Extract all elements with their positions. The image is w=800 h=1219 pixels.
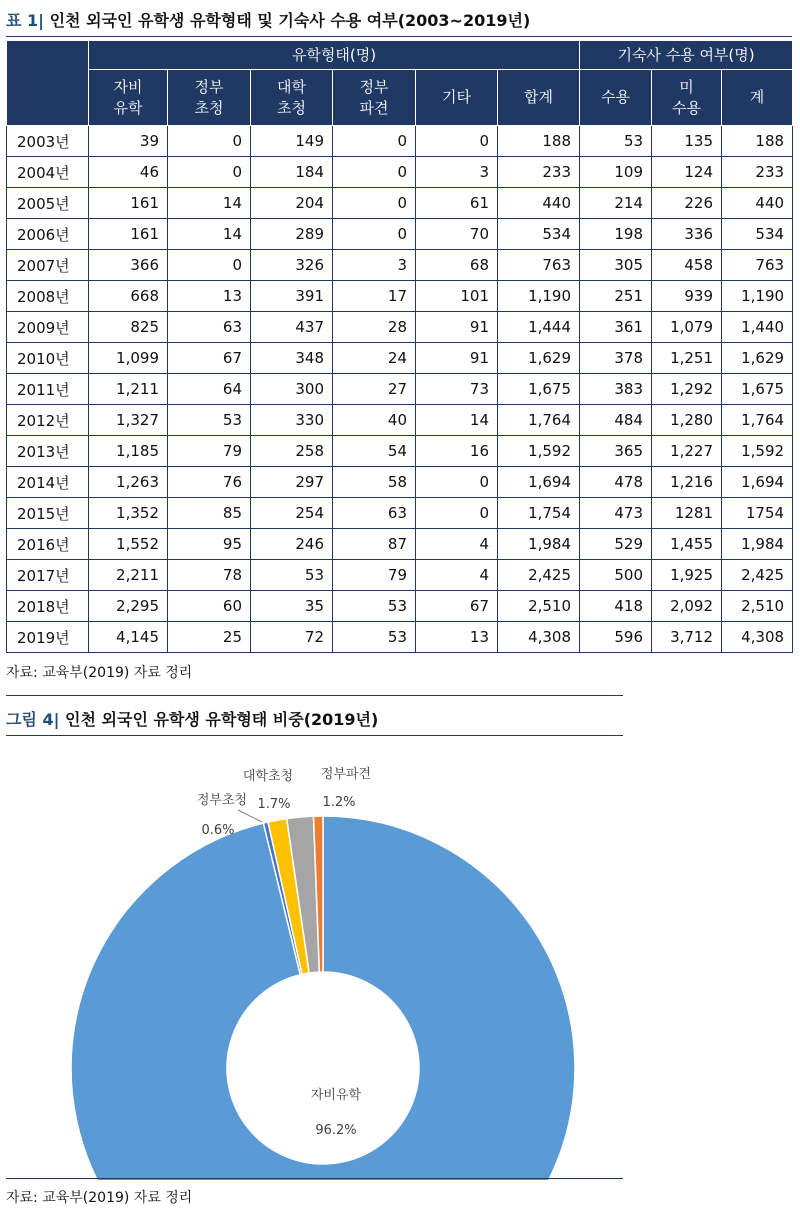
value-cell: 0 (416, 498, 498, 529)
value-cell: 763 (498, 250, 580, 281)
value-cell: 0 (333, 126, 416, 157)
column-header-cell: 기타 (416, 70, 498, 126)
value-cell: 53 (580, 126, 652, 157)
value-cell: 91 (416, 312, 498, 343)
column-header-cell: 자비 유학 (89, 70, 168, 126)
value-cell: 0 (333, 188, 416, 219)
column-header-cell: 합계 (498, 70, 580, 126)
value-cell: 64 (168, 374, 251, 405)
value-cell: 254 (251, 498, 333, 529)
value-cell: 188 (722, 126, 793, 157)
value-cell: 1,327 (89, 405, 168, 436)
value-cell: 2,510 (498, 591, 580, 622)
table-body (7, 126, 793, 653)
value-cell: 1,280 (652, 405, 722, 436)
figure-bottom-rule (6, 1178, 623, 1179)
year-cell: 2005년 (7, 188, 89, 219)
value-cell: 72 (251, 622, 333, 653)
slice-label-value: 96.2% (315, 1123, 357, 1138)
value-cell: 289 (251, 219, 333, 250)
value-cell: 14 (168, 188, 251, 219)
value-cell: 4 (416, 560, 498, 591)
value-cell: 135 (652, 126, 722, 157)
slice-label-value: 1.2% (322, 795, 356, 810)
value-cell: 24 (333, 343, 416, 374)
figure-caption (6, 707, 378, 730)
value-cell: 1,227 (652, 436, 722, 467)
year-cell: 2009년 (7, 312, 89, 343)
value-cell: 348 (251, 343, 333, 374)
value-cell: 391 (251, 281, 333, 312)
value-cell: 825 (89, 312, 168, 343)
value-cell: 188 (498, 126, 580, 157)
value-cell: 25 (168, 622, 251, 653)
value-cell: 1,455 (652, 529, 722, 560)
group-header-dormitory: 기숙사 수용 여부(명) (580, 41, 793, 70)
value-cell: 596 (580, 622, 652, 653)
table-row (7, 312, 793, 343)
value-cell: 161 (89, 188, 168, 219)
year-cell: 2015년 (7, 498, 89, 529)
figure-caption-rule (6, 735, 623, 736)
value-cell: 383 (580, 374, 652, 405)
value-cell: 326 (251, 250, 333, 281)
table-row (7, 157, 793, 188)
value-cell: 124 (652, 157, 722, 188)
value-cell: 1,754 (498, 498, 580, 529)
value-cell: 1,552 (89, 529, 168, 560)
value-cell: 2,510 (722, 591, 793, 622)
value-cell: 300 (251, 374, 333, 405)
value-cell: 1,079 (652, 312, 722, 343)
value-cell: 1,764 (498, 405, 580, 436)
value-cell: 2,211 (89, 560, 168, 591)
value-cell: 233 (498, 157, 580, 188)
value-cell: 1,675 (498, 374, 580, 405)
value-cell: 1,629 (498, 343, 580, 374)
column-header-cell: 대학 초청 (251, 70, 333, 126)
year-cell: 2018년 (7, 591, 89, 622)
table-row (7, 622, 793, 653)
table-source: 자료: 교육부(2019) 자료 정리 (6, 665, 193, 681)
value-cell: 1,984 (498, 529, 580, 560)
value-cell: 53 (333, 622, 416, 653)
value-cell: 418 (580, 591, 652, 622)
table-row (7, 126, 793, 157)
value-cell: 0 (416, 467, 498, 498)
value-cell: 1,263 (89, 467, 168, 498)
value-cell: 1,190 (498, 281, 580, 312)
value-cell: 70 (416, 219, 498, 250)
value-cell: 226 (652, 188, 722, 219)
value-cell: 67 (168, 343, 251, 374)
year-cell: 2019년 (7, 622, 89, 653)
value-cell: 198 (580, 219, 652, 250)
value-cell: 4,308 (722, 622, 793, 653)
figure-caption-number: 그림 4| (6, 710, 60, 729)
value-cell: 14 (416, 405, 498, 436)
value-cell: 91 (416, 343, 498, 374)
year-cell: 2004년 (7, 157, 89, 188)
value-cell: 95 (168, 529, 251, 560)
value-cell: 1,764 (722, 405, 793, 436)
table-row (7, 436, 793, 467)
value-cell: 500 (580, 560, 652, 591)
year-cell: 2013년 (7, 436, 89, 467)
value-cell: 1,675 (722, 374, 793, 405)
value-cell: 13 (416, 622, 498, 653)
table-row (7, 281, 793, 312)
value-cell: 378 (580, 343, 652, 374)
figure-source: 자료: 교육부(2019) 자료 정리 (6, 1190, 193, 1206)
value-cell: 1,629 (722, 343, 793, 374)
value-cell: 35 (251, 591, 333, 622)
value-cell: 63 (333, 498, 416, 529)
value-cell: 668 (89, 281, 168, 312)
slice-label-category: 정부초청 (196, 793, 248, 808)
value-cell: 1,984 (722, 529, 793, 560)
value-cell: 161 (89, 219, 168, 250)
value-cell: 361 (580, 312, 652, 343)
value-cell: 336 (652, 219, 722, 250)
table-row (7, 343, 793, 374)
value-cell: 365 (580, 436, 652, 467)
value-cell: 529 (580, 529, 652, 560)
value-cell: 78 (168, 560, 251, 591)
table-row (7, 405, 793, 436)
table-row (7, 591, 793, 622)
value-cell: 149 (251, 126, 333, 157)
value-cell: 0 (168, 250, 251, 281)
value-cell: 1,251 (652, 343, 722, 374)
value-cell: 204 (251, 188, 333, 219)
value-cell: 61 (416, 188, 498, 219)
column-header-cell: 정부 초청 (168, 70, 251, 126)
figure-top-rule (6, 695, 623, 696)
value-cell: 1,211 (89, 374, 168, 405)
value-cell: 297 (251, 467, 333, 498)
value-cell: 4,308 (498, 622, 580, 653)
year-cell: 2003년 (7, 126, 89, 157)
value-cell: 27 (333, 374, 416, 405)
value-cell: 2,425 (722, 560, 793, 591)
figure-caption-text: 인천 외국인 유학생 유학형태 비중(2019년) (65, 710, 379, 729)
value-cell: 1,292 (652, 374, 722, 405)
value-cell: 53 (333, 591, 416, 622)
column-header-cell: 수용 (580, 70, 652, 126)
value-cell: 1,190 (722, 281, 793, 312)
value-cell: 4,145 (89, 622, 168, 653)
year-cell: 2012년 (7, 405, 89, 436)
value-cell: 28 (333, 312, 416, 343)
slice-label-category: 정부파견 (320, 767, 372, 782)
value-cell: 1754 (722, 498, 793, 529)
table-row (7, 560, 793, 591)
year-cell: 2016년 (7, 529, 89, 560)
value-cell: 39 (89, 126, 168, 157)
value-cell: 366 (89, 250, 168, 281)
value-cell: 939 (652, 281, 722, 312)
table-row (7, 374, 793, 405)
value-cell: 68 (416, 250, 498, 281)
value-cell: 79 (168, 436, 251, 467)
year-header-cell (7, 41, 89, 126)
value-cell: 437 (251, 312, 333, 343)
value-cell: 58 (333, 467, 416, 498)
value-cell: 60 (168, 591, 251, 622)
value-cell: 1,099 (89, 343, 168, 374)
year-cell: 2017년 (7, 560, 89, 591)
value-cell: 46 (89, 157, 168, 188)
table-caption-number: 표 1| (6, 11, 45, 30)
year-cell: 2007년 (7, 250, 89, 281)
value-cell: 484 (580, 405, 652, 436)
value-cell: 0 (333, 219, 416, 250)
value-cell: 0 (333, 157, 416, 188)
value-cell: 440 (722, 188, 793, 219)
value-cell: 2,425 (498, 560, 580, 591)
value-cell: 16 (416, 436, 498, 467)
value-cell: 1,694 (498, 467, 580, 498)
value-cell: 214 (580, 188, 652, 219)
value-cell: 4 (416, 529, 498, 560)
table-caption-rule (6, 36, 792, 37)
value-cell: 534 (498, 219, 580, 250)
value-cell: 79 (333, 560, 416, 591)
table-caption-text: 인천 외국인 유학생 유학형태 및 기숙사 수용 여부(2003~2019년) (49, 11, 531, 30)
value-cell: 53 (251, 560, 333, 591)
table-row (7, 188, 793, 219)
year-cell: 2010년 (7, 343, 89, 374)
slice-label-value: 0.6% (201, 823, 235, 838)
value-cell: 1,694 (722, 467, 793, 498)
value-cell: 76 (168, 467, 251, 498)
value-cell: 473 (580, 498, 652, 529)
value-cell: 440 (498, 188, 580, 219)
value-cell: 54 (333, 436, 416, 467)
value-cell: 73 (416, 374, 498, 405)
value-cell: 109 (580, 157, 652, 188)
column-header-cell: 계 (722, 70, 793, 126)
value-cell: 1,185 (89, 436, 168, 467)
value-cell: 233 (722, 157, 793, 188)
value-cell: 458 (652, 250, 722, 281)
value-cell: 101 (416, 281, 498, 312)
value-cell: 0 (416, 126, 498, 157)
slice-label-category: 자비유학 (310, 1088, 362, 1103)
year-cell: 2006년 (7, 219, 89, 250)
table-row (7, 498, 793, 529)
value-cell: 3,712 (652, 622, 722, 653)
value-cell: 3 (333, 250, 416, 281)
table-row (7, 529, 793, 560)
value-cell: 3 (416, 157, 498, 188)
slice-label-value: 1.7% (257, 797, 291, 812)
value-cell: 17 (333, 281, 416, 312)
value-cell: 1,925 (652, 560, 722, 591)
table-column-header-row (7, 70, 793, 126)
value-cell: 63 (168, 312, 251, 343)
value-cell: 1,352 (89, 498, 168, 529)
value-cell: 53 (168, 405, 251, 436)
value-cell: 251 (580, 281, 652, 312)
table-caption (6, 8, 530, 31)
year-cell: 2011년 (7, 374, 89, 405)
group-header-study-type: 유학형태(명) (89, 41, 580, 70)
slice-label-category: 대학초청 (242, 769, 294, 784)
table-row (7, 467, 793, 498)
value-cell: 246 (251, 529, 333, 560)
value-cell: 0 (168, 126, 251, 157)
dormitory-statistics-table (6, 40, 793, 653)
value-cell: 67 (416, 591, 498, 622)
value-cell: 87 (333, 529, 416, 560)
value-cell: 2,092 (652, 591, 722, 622)
value-cell: 534 (722, 219, 793, 250)
value-cell: 0 (168, 157, 251, 188)
value-cell: 2,295 (89, 591, 168, 622)
value-cell: 305 (580, 250, 652, 281)
year-cell: 2014년 (7, 467, 89, 498)
value-cell: 1,592 (498, 436, 580, 467)
column-header-cell: 정부 파견 (333, 70, 416, 126)
table-group-header-row (7, 41, 793, 70)
value-cell: 1,440 (722, 312, 793, 343)
study-type-donut-chart (0, 750, 660, 1180)
value-cell: 1,216 (652, 467, 722, 498)
value-cell: 1281 (652, 498, 722, 529)
value-cell: 258 (251, 436, 333, 467)
value-cell: 1,444 (498, 312, 580, 343)
value-cell: 184 (251, 157, 333, 188)
value-cell: 85 (168, 498, 251, 529)
value-cell: 478 (580, 467, 652, 498)
table-row (7, 250, 793, 281)
column-header-cell: 미 수용 (652, 70, 722, 126)
value-cell: 13 (168, 281, 251, 312)
value-cell: 330 (251, 405, 333, 436)
value-cell: 1,592 (722, 436, 793, 467)
value-cell: 40 (333, 405, 416, 436)
table-row (7, 219, 793, 250)
value-cell: 14 (168, 219, 251, 250)
year-cell: 2008년 (7, 281, 89, 312)
value-cell: 763 (722, 250, 793, 281)
